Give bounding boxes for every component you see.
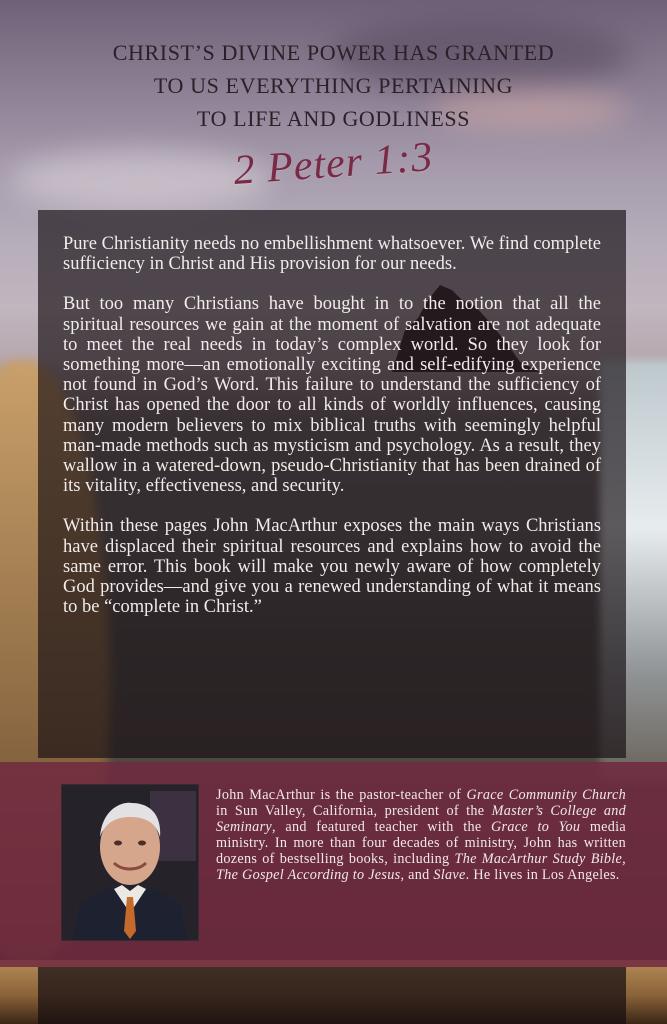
heading-line-3: TO LIFE AND GODLINESS: [196, 106, 471, 131]
paragraph-2: But too many Christians have bought in to the notion that all the spiritual resources we gain at the moment of salvation are not adequate to meet the real needs in today’s complex world. So they look for something more—an emotionally exciting and self-edifying experience not found in God’s Word. This failure to understand the sufficiency of Christ has opened the door to all kinds of worldly influences, causing many modern believers to mix biblical truths with seemingly helpful man-made methods such as mysticism and psychology. As a result, they wallow in a watered-down, pseudo-Christianity that has been drained of its vitality, effectiveness, and security.: [63, 294, 601, 497]
bio-text: John MacArthur is the pastor-teacher of: [216, 787, 467, 803]
bio-media: Grace to You: [490, 818, 581, 835]
bio-text: . He lives in Los Angeles.: [465, 866, 620, 883]
bio-book-1: The MacArthur Study Bible: [454, 850, 623, 867]
bottom-band: [38, 967, 626, 1024]
bio-text: , and: [400, 866, 434, 883]
bio-college: Master’s College and Seminary: [216, 802, 626, 835]
paragraph-1: Pure Christianity needs no embellishment whatsoever. We find complete sufficiency in Christ and His provision for our needs.: [63, 234, 601, 275]
author-photo: [62, 785, 198, 940]
bio-book-3: Slave: [433, 866, 466, 883]
bio-text: , and featured teacher with the: [271, 818, 491, 835]
heading-line-2: TO US EVERYTHING PERTAINING: [153, 73, 514, 98]
author-bio: [216, 788, 626, 883]
portrait-photo-icon: [62, 785, 198, 940]
scripture-reference: 2 Peter 1:3: [232, 134, 435, 194]
heading-line-1: CHRIST’S DIVINE POWER HAS GRANTED: [112, 40, 555, 65]
bio-church: Grace Community Church: [466, 787, 626, 803]
paragraph-3: Within these pages John MacArthur exposes the main ways Christians have displaced their spiritual resources and explains how to avoid the same error. This book will make you newly aware of how completely God provides—and give you a renewed understanding of what it means to be “complete in Christ.”: [63, 516, 601, 618]
bio-text: media ministry. In more than four decades of ministry, John has written dozens of bestselling books, including: [216, 818, 626, 867]
bio-text: ,: [622, 850, 626, 867]
bio-book-2: The Gospel According to Jesus: [216, 866, 401, 883]
heading: [0, 36, 667, 135]
bio-text: in Sun Valley, California, president of the: [216, 802, 492, 819]
description-text: [63, 234, 601, 637]
